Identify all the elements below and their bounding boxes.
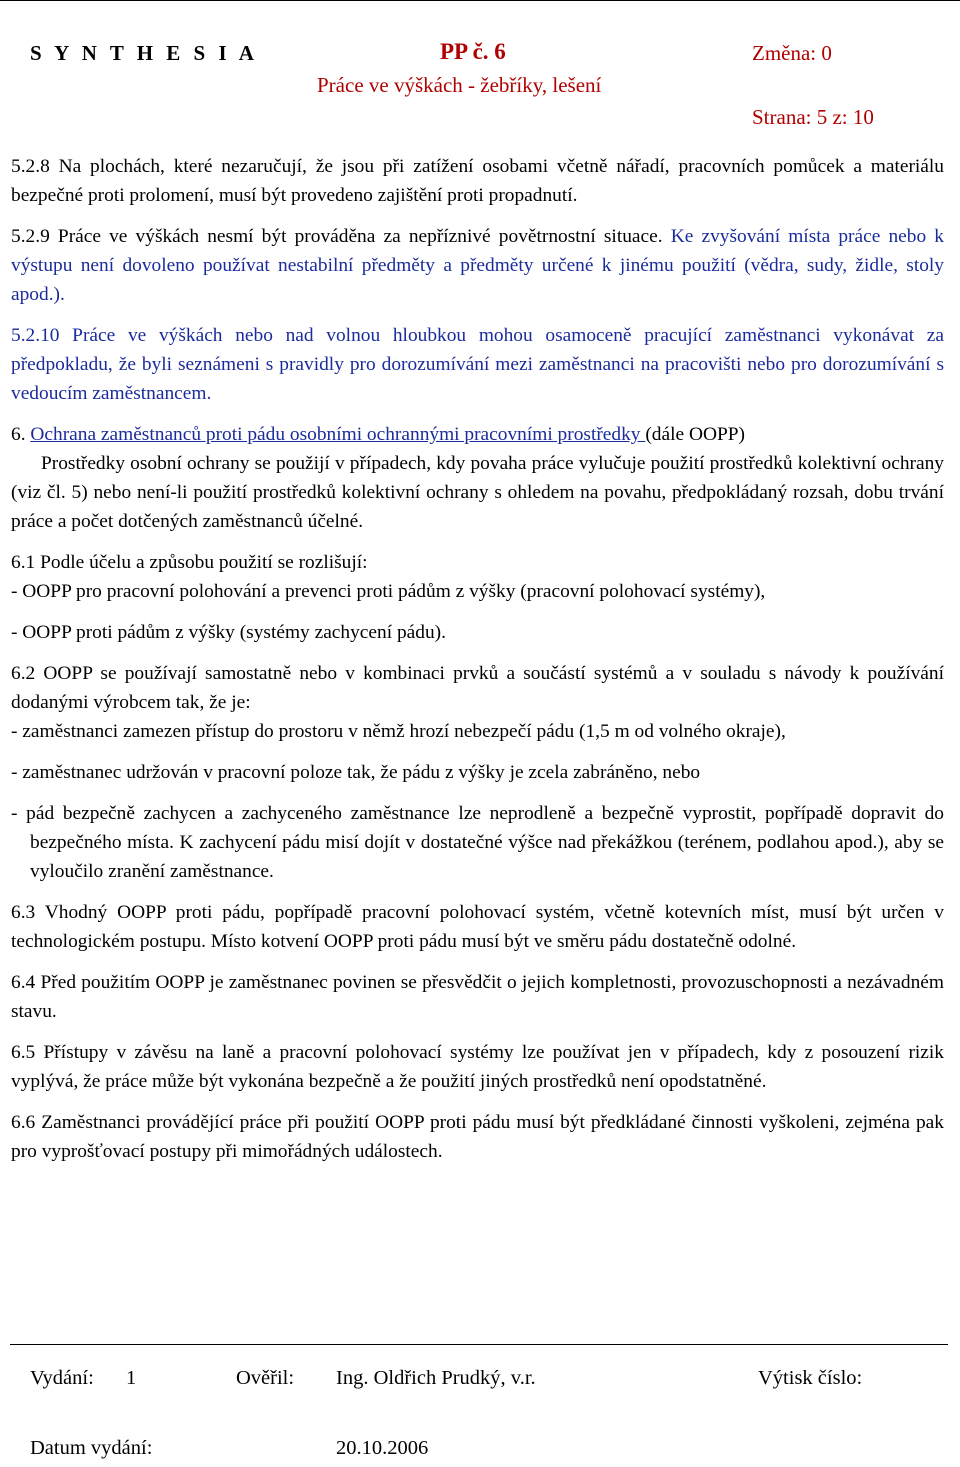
paragraph-6-6: 6.6 Zaměstnanci provádějící práce při použití OOPP proti pádu musí být předkládané činnosti vyškoleni, zejména pak pro vyprošťovací postupy při mimořádných událostech. xyxy=(11,1112,944,1162)
company-name: S Y N T H E S I A xyxy=(30,41,258,65)
paragraph-5-2-10: 5.2.10 Práce ve výškách nebo nad volnou hloubkou mohou osamoceně pracující zaměstnanci vykonávat za předpokladu, že byli seznámeni s pravidly pro dorozumívání mezi zaměstnanci na pracovišti nebo pro dorozumívání s vedoucím zaměstnancem. xyxy=(11,325,944,404)
document-number: PP č. 6 xyxy=(440,39,506,64)
document-body xyxy=(11,152,944,1178)
paragraph-5-2-9-first: 5.2.9 Práce ve výškách nesmí být prováděna za nepříznivé povětrnostní situace. xyxy=(11,226,663,247)
paragraph-5-2-8: 5.2.8 Na plochách, které nezaručují, že jsou při zatížení osobami včetně nářadí, pracovních pomůcek a materiálu bezpečné proti prolomení, musí být provedeno zajištění proti propadnutí. xyxy=(11,156,944,206)
list-item: - OOPP proti pádům z výšky (systémy zachycení pádu). xyxy=(11,622,446,643)
page-number: Strana: 5 z: 10 xyxy=(752,105,874,129)
document-header xyxy=(0,0,960,141)
paragraph-6-2-intro: 6.2 OOPP se používají samostatně nebo v kombinaci prvků a součástí systémů a v souladu s návody k používání dodanými výrobcem tak, že je: xyxy=(11,663,944,713)
paragraph-5-2-9 xyxy=(11,222,944,309)
paragraph-6-1-intro: 6.1 Podle účelu a způsobu použití se rozlišují: xyxy=(11,552,368,573)
list-item: - OOPP pro pracovní polohování a prevenci proti pádům z výšky (pracovní polohovací systémy), xyxy=(11,581,766,602)
document-subtitle: Práce ve výškách - žebříky, lešení xyxy=(317,73,602,97)
paragraph-6-3: 6.3 Vhodný OOPP proti pádu, popřípadě pracovní polohovací systém, včetně kotevních míst, musí být určen v technologickém postupu. Místo kotvení OOPP proti pádu musí být ve směru pádu dostatečně odolné. xyxy=(11,902,944,952)
edition-label: Vydání: xyxy=(30,1367,94,1389)
section-6-number: 6. xyxy=(11,424,31,445)
paragraph-6-4: 6.4 Před použitím OOPP je zaměstnanec povinen se přesvědčit o jejich kompletnosti, provozuschopnosti a nezávadném stavu. xyxy=(11,972,944,1022)
issue-date-value: 20.10.2006 xyxy=(336,1437,429,1459)
section-6-title-tail: (dále OOPP) xyxy=(645,424,745,445)
verified-value: Ing. Oldřich Prudký, v.r. xyxy=(336,1367,536,1389)
paragraph-5-2-9-second: Ke zvyšování místa práce nebo k výstupu není dovoleno používat nestabilní předměty a předměty určené k jinému použití (vědra, sudy, židle, stoly apod.). xyxy=(11,226,944,305)
list-item: - pád bezpečně zachycen a zachyceného zaměstnance lze neprodleně a bezpečně vyprostit, popřípadě dopravit do bezpečného místa. K zachycení pádu misí dojít v dostatečné výšce nad překážkou (terénem, podlahou apod.), aby se vyloučilo zranění zaměstnance. xyxy=(11,803,944,882)
section-6-heading xyxy=(11,420,944,449)
paragraph-6-1 xyxy=(11,548,944,647)
change-number: Změna: 0 xyxy=(752,41,832,65)
list-item: - zaměstnanci zamezen přístup do prostoru v němž hrozí nebezpečí pádu (1,5 m od volného okraje), xyxy=(11,721,786,742)
verified-label: Ověřil: xyxy=(236,1367,295,1389)
paragraph-6-5: 6.5 Přístupy v závěsu na laně a pracovní polohovací systémy lze používat jen v případech, kdy z posouzení rizik vyplývá, že práce může být vykonána bezpečně a že použití jiných prostředků není opodstatněné. xyxy=(11,1042,944,1092)
section-6-text: Prostředky osobní ochrany se použijí v případech, kdy povaha práce vylučuje použití prostředků kolektivní ochrany (viz čl. 5) nebo není-li použití prostředků kolektivní ochrany s ohledem na povahu, předpokládaný rozsah, dobu trvání práce a počet dotčených zaměstnanců účelné. xyxy=(11,453,944,532)
section-6-title: Ochrana zaměstnanců proti pádu osobními ochrannými pracovními prostředky xyxy=(30,424,646,445)
issue-date-label: Datum vydání: xyxy=(30,1437,153,1459)
document-footer xyxy=(10,1344,948,1467)
paragraph-6-2 xyxy=(11,659,944,886)
list-item: - zaměstnanec udržován v pracovní poloze tak, že pádu z výšky je zcela zabráněno, nebo xyxy=(11,762,701,783)
copy-number-label: Výtisk číslo: xyxy=(758,1367,863,1389)
edition-value: 1 xyxy=(126,1367,137,1389)
